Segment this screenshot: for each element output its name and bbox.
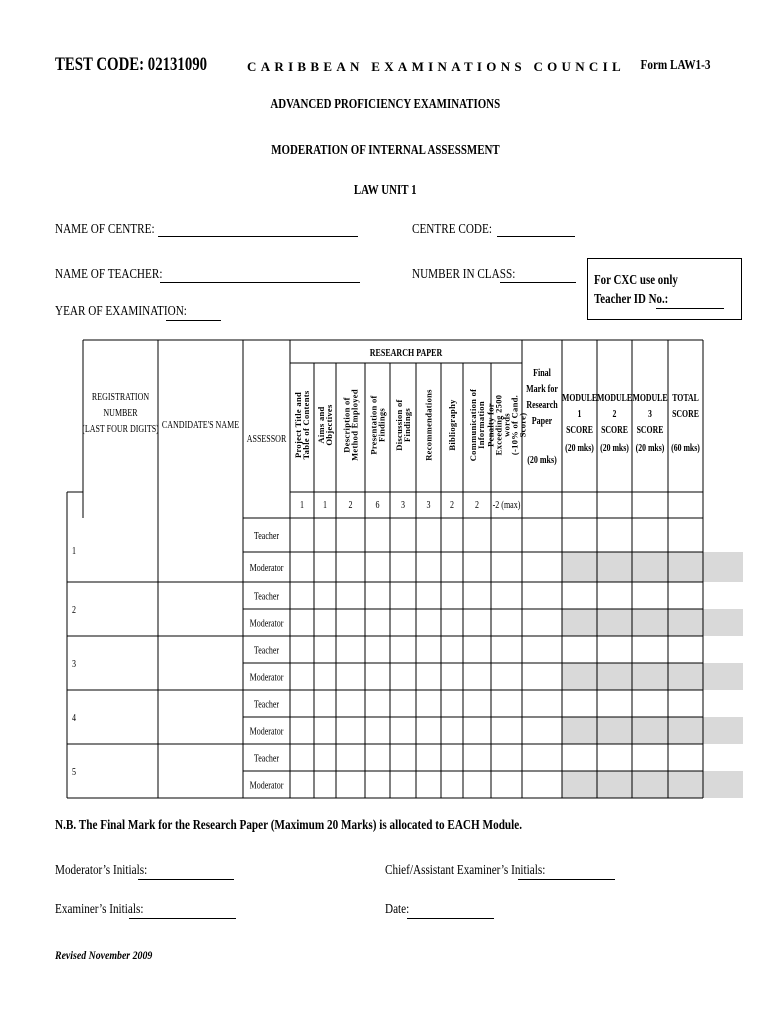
criterion-label [468,389,486,462]
teacher-label: Teacher [253,644,280,656]
examiner-initials-field[interactable] [129,918,236,919]
moderator-label: Moderator [249,617,284,629]
final-mark-header: Mark for [526,383,558,395]
score-header: SCORE [601,424,628,436]
score-header: 2 [612,408,617,420]
criterion-text: Findings [376,407,387,443]
criterion-label [316,404,334,446]
score-header: TOTAL [672,392,699,404]
score-header: SCORE [672,408,699,420]
centre-code-label: CENTRE CODE: [412,222,492,237]
criterion-text: Presentation of [368,395,379,455]
criterion-label [293,390,311,459]
teacher-label: Teacher [253,590,280,602]
moderator-initials-field[interactable] [138,879,234,880]
assessor-header: ASSESSOR [246,433,287,445]
row-number: 2 [71,604,77,616]
number-in-class-label: NUMBER IN CLASS: [412,267,516,282]
criterion-max-mark: 1 [299,499,305,511]
criterion-text: Objectives [324,404,334,446]
criterion-label [424,389,434,461]
score-header: SCORE [566,424,593,436]
registration-header: NUMBER [103,407,138,419]
score-header: (60 mks) [671,442,700,454]
criterion-text: Description of [341,397,352,453]
score-header: (20 mks) [635,442,665,454]
moderator-label: Moderator [249,779,284,791]
moderator-label: Moderator [249,562,284,574]
examiner-initials-label: Examiner’s Initials: [55,902,144,917]
date-field[interactable] [407,918,494,919]
score-header: 3 [648,408,652,420]
score-header: MODULE [561,392,598,404]
criterion-max-mark: -2 (max) [492,499,521,511]
criterion-text: Aims and [316,406,326,444]
teacher-label: Teacher [253,698,280,710]
row-number: 1 [71,545,77,557]
criterion-text: Recommendations [423,389,434,461]
final-mark-note: N.B. The Final Mark for the Research Paper (Maximum 20 Marks) is allocated to EACH Module. [55,818,523,833]
registration-header: REGISTRATION [91,391,150,403]
candidate-name-header: CANDIDATE'S NAME [161,419,240,431]
criterion-text: Bibliography [447,399,457,451]
teacher-id-label: Teacher ID No.: [594,292,669,307]
score-header: MODULE [596,392,633,404]
date-label: Date: [385,902,410,917]
criterion-text: Penalty for [485,403,496,447]
moderator-label: Moderator [249,671,284,683]
criterion-max-mark: 2 [474,499,480,511]
registration-header: (LAST FOUR DIGITS) [82,423,159,435]
criterion-text: (-10% of Cand. [509,394,520,456]
criterion-max-mark: 2 [348,499,353,511]
row-number: 5 [71,766,77,778]
criterion-text: Communication of [468,388,478,462]
chief-examiner-initials-label: Chief/Assistant Examiner’s Initials: [385,863,546,878]
shaded-cell [562,609,743,636]
form-number: Form LAW1-3 [640,58,710,73]
shaded-cell [562,717,743,744]
score-header: MODULE [632,392,668,404]
criterion-text: Score) [517,412,528,438]
criterion-text: words [501,413,512,437]
test-code: TEST CODE: 02131090 [55,54,208,75]
final-mark-header: Paper [531,415,553,427]
criterion-max-mark: 3 [426,499,431,511]
criterion-text: Table of Contents [301,390,311,460]
criterion-max-mark: 3 [400,499,406,511]
criterion-max-mark: 6 [375,499,380,511]
score-header: 1 [577,408,582,420]
criterion-label [369,395,387,454]
teacher-label: Teacher [253,530,280,542]
criterion-text: Exceeding 2500 [493,394,504,456]
criterion-text: Method Employed [349,389,360,461]
research-paper-header: RESEARCH PAPER [369,347,443,359]
teacher-name-label: NAME OF TEACHER: [55,267,163,282]
moderation-title: MODERATION OF INTERNAL ASSESSMENT [270,143,500,158]
criterion-label [486,395,528,456]
score-header: (20 mks) [565,442,594,454]
exam-title: ADVANCED PROFICIENCY EXAMINATIONS [270,97,500,112]
criterion-max-mark: 1 [322,499,328,511]
row-number: 4 [71,712,77,724]
teacher-label: Teacher [253,752,280,764]
final-mark-header: Research [526,399,558,411]
criterion-text: Project Title and [293,391,303,459]
score-header: SCORE [636,424,664,436]
unit-title: LAW UNIT 1 [353,183,417,198]
moderator-label: Moderator [249,725,284,737]
shaded-cell [562,771,743,798]
criterion-text: Discussion of [394,399,404,451]
final-mark-header: (20 mks) [527,454,557,466]
revised-date: Revised November 2009 [55,948,153,962]
score-header: (20 mks) [600,442,629,454]
criterion-label [447,399,457,451]
cxc-use-only-label: For CXC use only [594,273,678,288]
moderator-initials-label: Moderator’s Initials: [55,863,148,878]
year-label: YEAR OF EXAMINATION: [55,304,187,319]
chief-examiner-initials-field[interactable] [518,879,615,880]
row-number: 3 [71,658,77,670]
criterion-label [394,399,412,450]
council-name: CARIBBEAN EXAMINATIONS COUNCIL [247,59,625,74]
criterion-max-mark: 2 [449,499,455,511]
criterion-text: Information [476,401,486,449]
shaded-cell [562,663,743,690]
criterion-text: Findings [402,407,412,443]
shaded-cell [562,552,743,582]
criterion-label [342,389,360,461]
centre-name-label: NAME OF CENTRE: [55,222,155,237]
final-mark-header: Final [533,367,551,379]
